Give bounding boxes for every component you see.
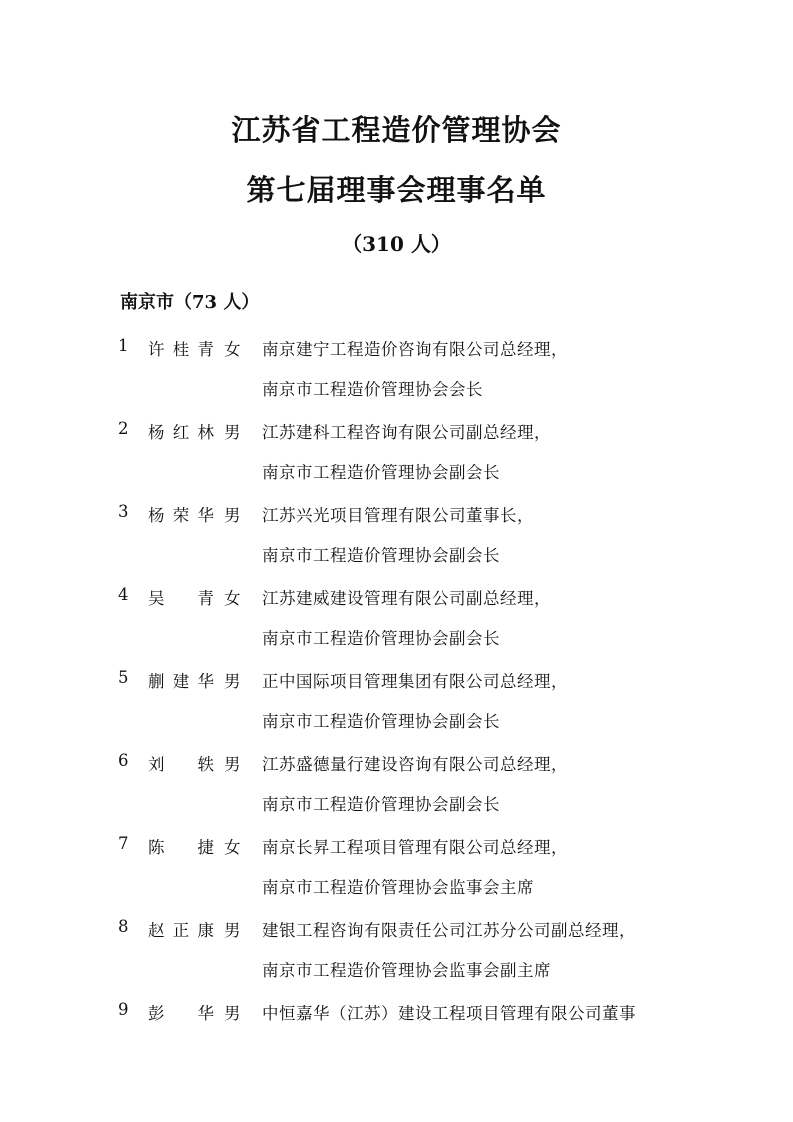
entry-name: 许桂青 [148,340,214,359]
entry-number: 3 [118,502,129,521]
entry-name: 蒯建华 [148,672,214,691]
section-heading: 南京市（73 人） [120,292,260,313]
entry-association-role: 南京市工程造价管理协会监事会副主席 [262,961,551,980]
list-item [0,917,793,1001]
entry-name: 杨荣华 [148,506,214,525]
entry-position: 建银工程咨询有限责任公司江苏分公司副总经理， [262,921,636,940]
entry-position: 中恒嘉华（江苏）建设工程项目管理有限公司董事 [262,1004,636,1023]
entry-gender: 男 [224,755,241,774]
entry-gender: 女 [224,589,241,608]
entry-gender: 女 [224,340,241,359]
entry-association-role: 南京市工程造价管理协会副会长 [262,795,500,814]
entry-number: 5 [118,668,129,687]
entry-gender: 男 [224,423,241,442]
entry-gender: 女 [224,838,241,857]
list-item [0,751,793,835]
list-item [0,668,793,752]
document-subtitle: 第七届理事会理事名单 [246,173,547,207]
document-title: 江苏省工程造价管理协会 [231,113,562,147]
entry-position: 江苏兴光项目管理有限公司董事长， [262,506,534,525]
entry-number: 9 [118,1000,129,1019]
entry-position: 正中国际项目管理集团有限公司总经理， [262,672,568,691]
list-item [0,336,793,420]
entry-association-role: 南京市工程造价管理协会副会长 [262,712,500,731]
entry-gender: 男 [224,1004,241,1023]
entry-position: 江苏建科工程咨询有限公司副总经理， [262,423,551,442]
entry-association-role: 南京市工程造价管理协会副会长 [262,546,500,565]
entry-name: 彭华 [148,1004,214,1023]
total-count: （310 人） [342,232,451,256]
list-item [0,1000,793,1084]
entry-number: 2 [118,419,129,438]
entry-gender: 男 [224,506,241,525]
list-item [0,834,793,918]
entry-number: 7 [118,834,129,853]
entry-name: 陈捷 [148,838,214,857]
entry-number: 1 [118,336,129,355]
entry-position: 江苏盛德量行建设咨询有限公司总经理， [262,755,568,774]
entry-position: 南京建宁工程造价咨询有限公司总经理， [262,340,568,359]
entry-position: 南京长昇工程项目管理有限公司总经理， [262,838,568,857]
entry-association-role: 南京市工程造价管理协会会长 [262,380,483,399]
entry-position: 江苏建威建设管理有限公司副总经理， [262,589,551,608]
entry-name: 赵正康 [148,921,214,940]
list-item [0,419,793,503]
entry-name: 杨红林 [148,423,214,442]
entry-association-role: 南京市工程造价管理协会监事会主席 [262,878,534,897]
entry-gender: 男 [224,672,241,691]
list-item [0,502,793,586]
entry-number: 8 [118,917,129,936]
entry-number: 4 [118,585,129,604]
entry-number: 6 [118,751,129,770]
entry-association-role: 南京市工程造价管理协会副会长 [262,629,500,648]
entry-gender: 男 [224,921,241,940]
entry-name: 吴青 [148,589,214,608]
entry-name: 刘轶 [148,755,214,774]
list-item [0,585,793,669]
entry-association-role: 南京市工程造价管理协会副会长 [262,463,500,482]
